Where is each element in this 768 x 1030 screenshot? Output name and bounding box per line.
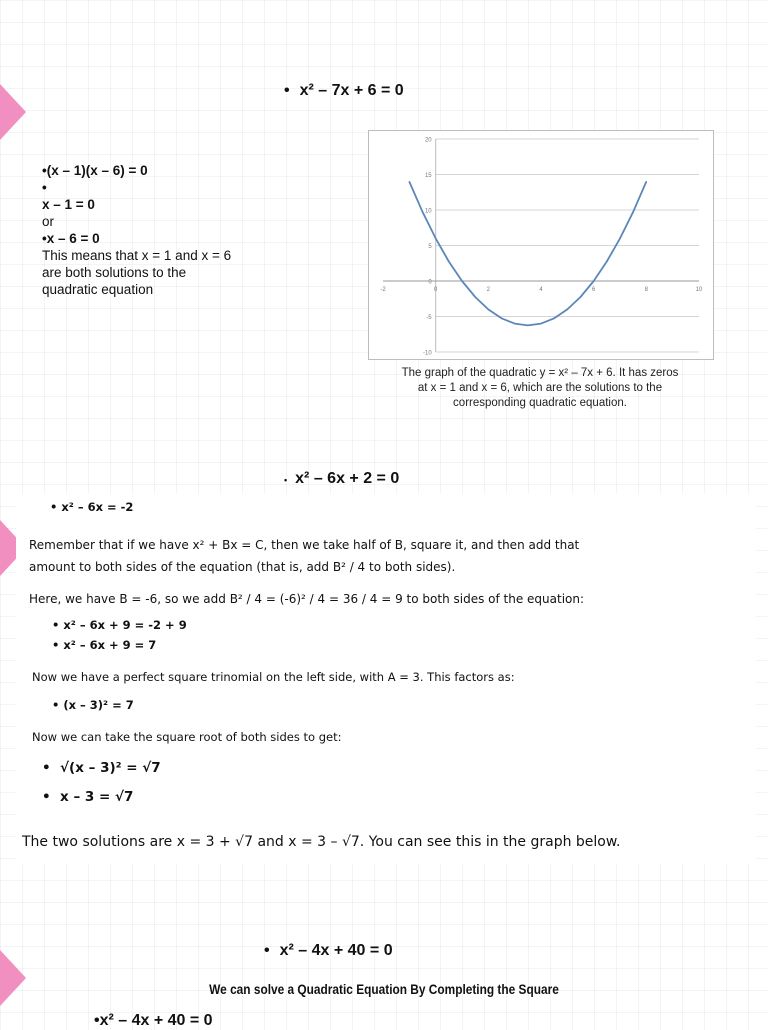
sqrt-step-1: • √(x – 3)² = √7 xyxy=(42,760,161,776)
parabola-series-line xyxy=(409,182,646,326)
data-point xyxy=(593,280,594,281)
step-2: • x² – 6x + 9 = 7 xyxy=(52,638,157,652)
remember-line-2: amount to both sides of the equation (that is, add B² / 4 to both sides). xyxy=(29,560,456,574)
sqrt-step-2: • x – 3 = √7 xyxy=(42,789,134,805)
quadratic-graph xyxy=(368,130,714,360)
y-tick-label: -10 xyxy=(422,350,432,357)
data-point xyxy=(567,309,568,310)
section1-heading-text: x² – 7x + 6 = 0 xyxy=(299,82,404,99)
chart-svg xyxy=(369,131,713,359)
section3-heading-text: x² – 4x + 40 = 0 xyxy=(279,942,393,959)
data-point xyxy=(606,261,607,262)
data-point xyxy=(435,238,436,239)
data-point xyxy=(633,211,634,212)
graph-caption xyxy=(368,366,712,411)
section2-heading-text: x² – 6x + 2 = 0 xyxy=(295,470,400,487)
note-line: x – 1 = 0 xyxy=(42,197,95,212)
x-tick-label: 2 xyxy=(486,287,491,293)
data-point xyxy=(514,323,515,324)
x-tick-label: 0 xyxy=(433,287,438,293)
remember-line-1: Remember that if we have x² + Bx = C, then we take half of B, square it, and then add that xyxy=(29,538,580,552)
y-tick-label: -5 xyxy=(426,315,432,321)
y-tick-label: 15 xyxy=(424,173,432,179)
data-point xyxy=(580,296,581,297)
sqrt-line: Now we can take the square root of both sides to get: xyxy=(32,730,342,744)
data-point xyxy=(488,309,489,310)
section1-heading xyxy=(284,82,404,100)
data-point xyxy=(619,238,620,239)
completing-square-panel xyxy=(16,494,756,864)
data-point xyxy=(461,280,462,281)
section2-heading xyxy=(284,470,399,488)
data-point xyxy=(527,325,528,326)
x-tick-label: -2 xyxy=(380,287,386,293)
note-line: quadratic equation xyxy=(42,282,154,297)
section3-partial-line: •x² – 4x + 40 = 0 xyxy=(94,1012,213,1029)
data-point xyxy=(646,181,647,182)
note-line: or xyxy=(42,214,55,229)
data-point xyxy=(501,318,502,319)
pink-marker-1 xyxy=(0,84,26,140)
y-tick-label: 0 xyxy=(428,279,432,286)
bullet: • xyxy=(284,475,288,485)
data-point xyxy=(540,323,541,324)
bullet-first: • x² – 6x = -2 xyxy=(50,500,134,514)
x-tick-label: 6 xyxy=(591,287,596,293)
x-tick-label: 10 xyxy=(695,287,703,293)
perfect-square-line: Now we have a perfect square trinomial on the left side, with A = 3. This factors as: xyxy=(32,670,515,684)
data-point xyxy=(422,211,423,212)
y-tick-label: 5 xyxy=(428,244,432,250)
y-tick-label: 10 xyxy=(424,208,432,215)
data-point xyxy=(475,296,476,297)
section3-subtitle: We can solve a Quadratic Equation By Completing the Square xyxy=(209,982,559,997)
y-tick-label: 20 xyxy=(424,137,432,144)
factored-step: • (x – 3)² = 7 xyxy=(52,698,134,712)
section1-notes xyxy=(42,162,282,298)
data-point xyxy=(554,318,555,319)
x-tick-label: 8 xyxy=(644,287,649,293)
bullet: • xyxy=(284,82,290,99)
here-line: Here, we have B = -6, so we add B² / 4 = (-6)² / 4 = 36 / 4 = 9 to both sides of the equation: xyxy=(29,592,585,606)
note-line: •(x – 1)(x – 6) = 0 xyxy=(42,163,148,178)
note-line: •x – 6 = 0 xyxy=(42,231,100,246)
data-point xyxy=(448,261,449,262)
note-line: are both solutions to the xyxy=(42,265,187,280)
x-tick-label: 4 xyxy=(539,287,543,293)
solutions-line: The two solutions are x = 3 + √7 and x = 3 – √7. You can see this in the graph below. xyxy=(22,834,621,850)
sqrt-step-2-text: x – 3 = √7 xyxy=(60,789,134,805)
pink-marker-3 xyxy=(0,950,26,1006)
caption-line-2: at x = 1 and x = 6, which are the solutions to the xyxy=(417,382,663,394)
data-point xyxy=(409,181,410,182)
caption-line-3: corresponding quadratic equation. xyxy=(453,397,627,409)
note-line: • xyxy=(42,180,47,195)
step-2-text: x² – 6x + 9 = 7 xyxy=(63,638,157,652)
factored-step-text: (x – 3)² = 7 xyxy=(63,698,134,712)
sqrt-step-1-text: √(x – 3)² = √7 xyxy=(60,760,161,776)
section3-heading xyxy=(264,942,393,960)
step-1: • x² – 6x + 9 = -2 + 9 xyxy=(52,618,187,632)
bullet-first-text: x² – 6x = -2 xyxy=(61,500,134,514)
caption-line-1: The graph of the quadratic y = x² – 7x + 6. It has zeros xyxy=(401,367,679,379)
bullet: • xyxy=(264,942,270,959)
step-1-text: x² – 6x + 9 = -2 + 9 xyxy=(63,618,187,632)
note-line: This means that x = 1 and x = 6 xyxy=(42,248,232,263)
